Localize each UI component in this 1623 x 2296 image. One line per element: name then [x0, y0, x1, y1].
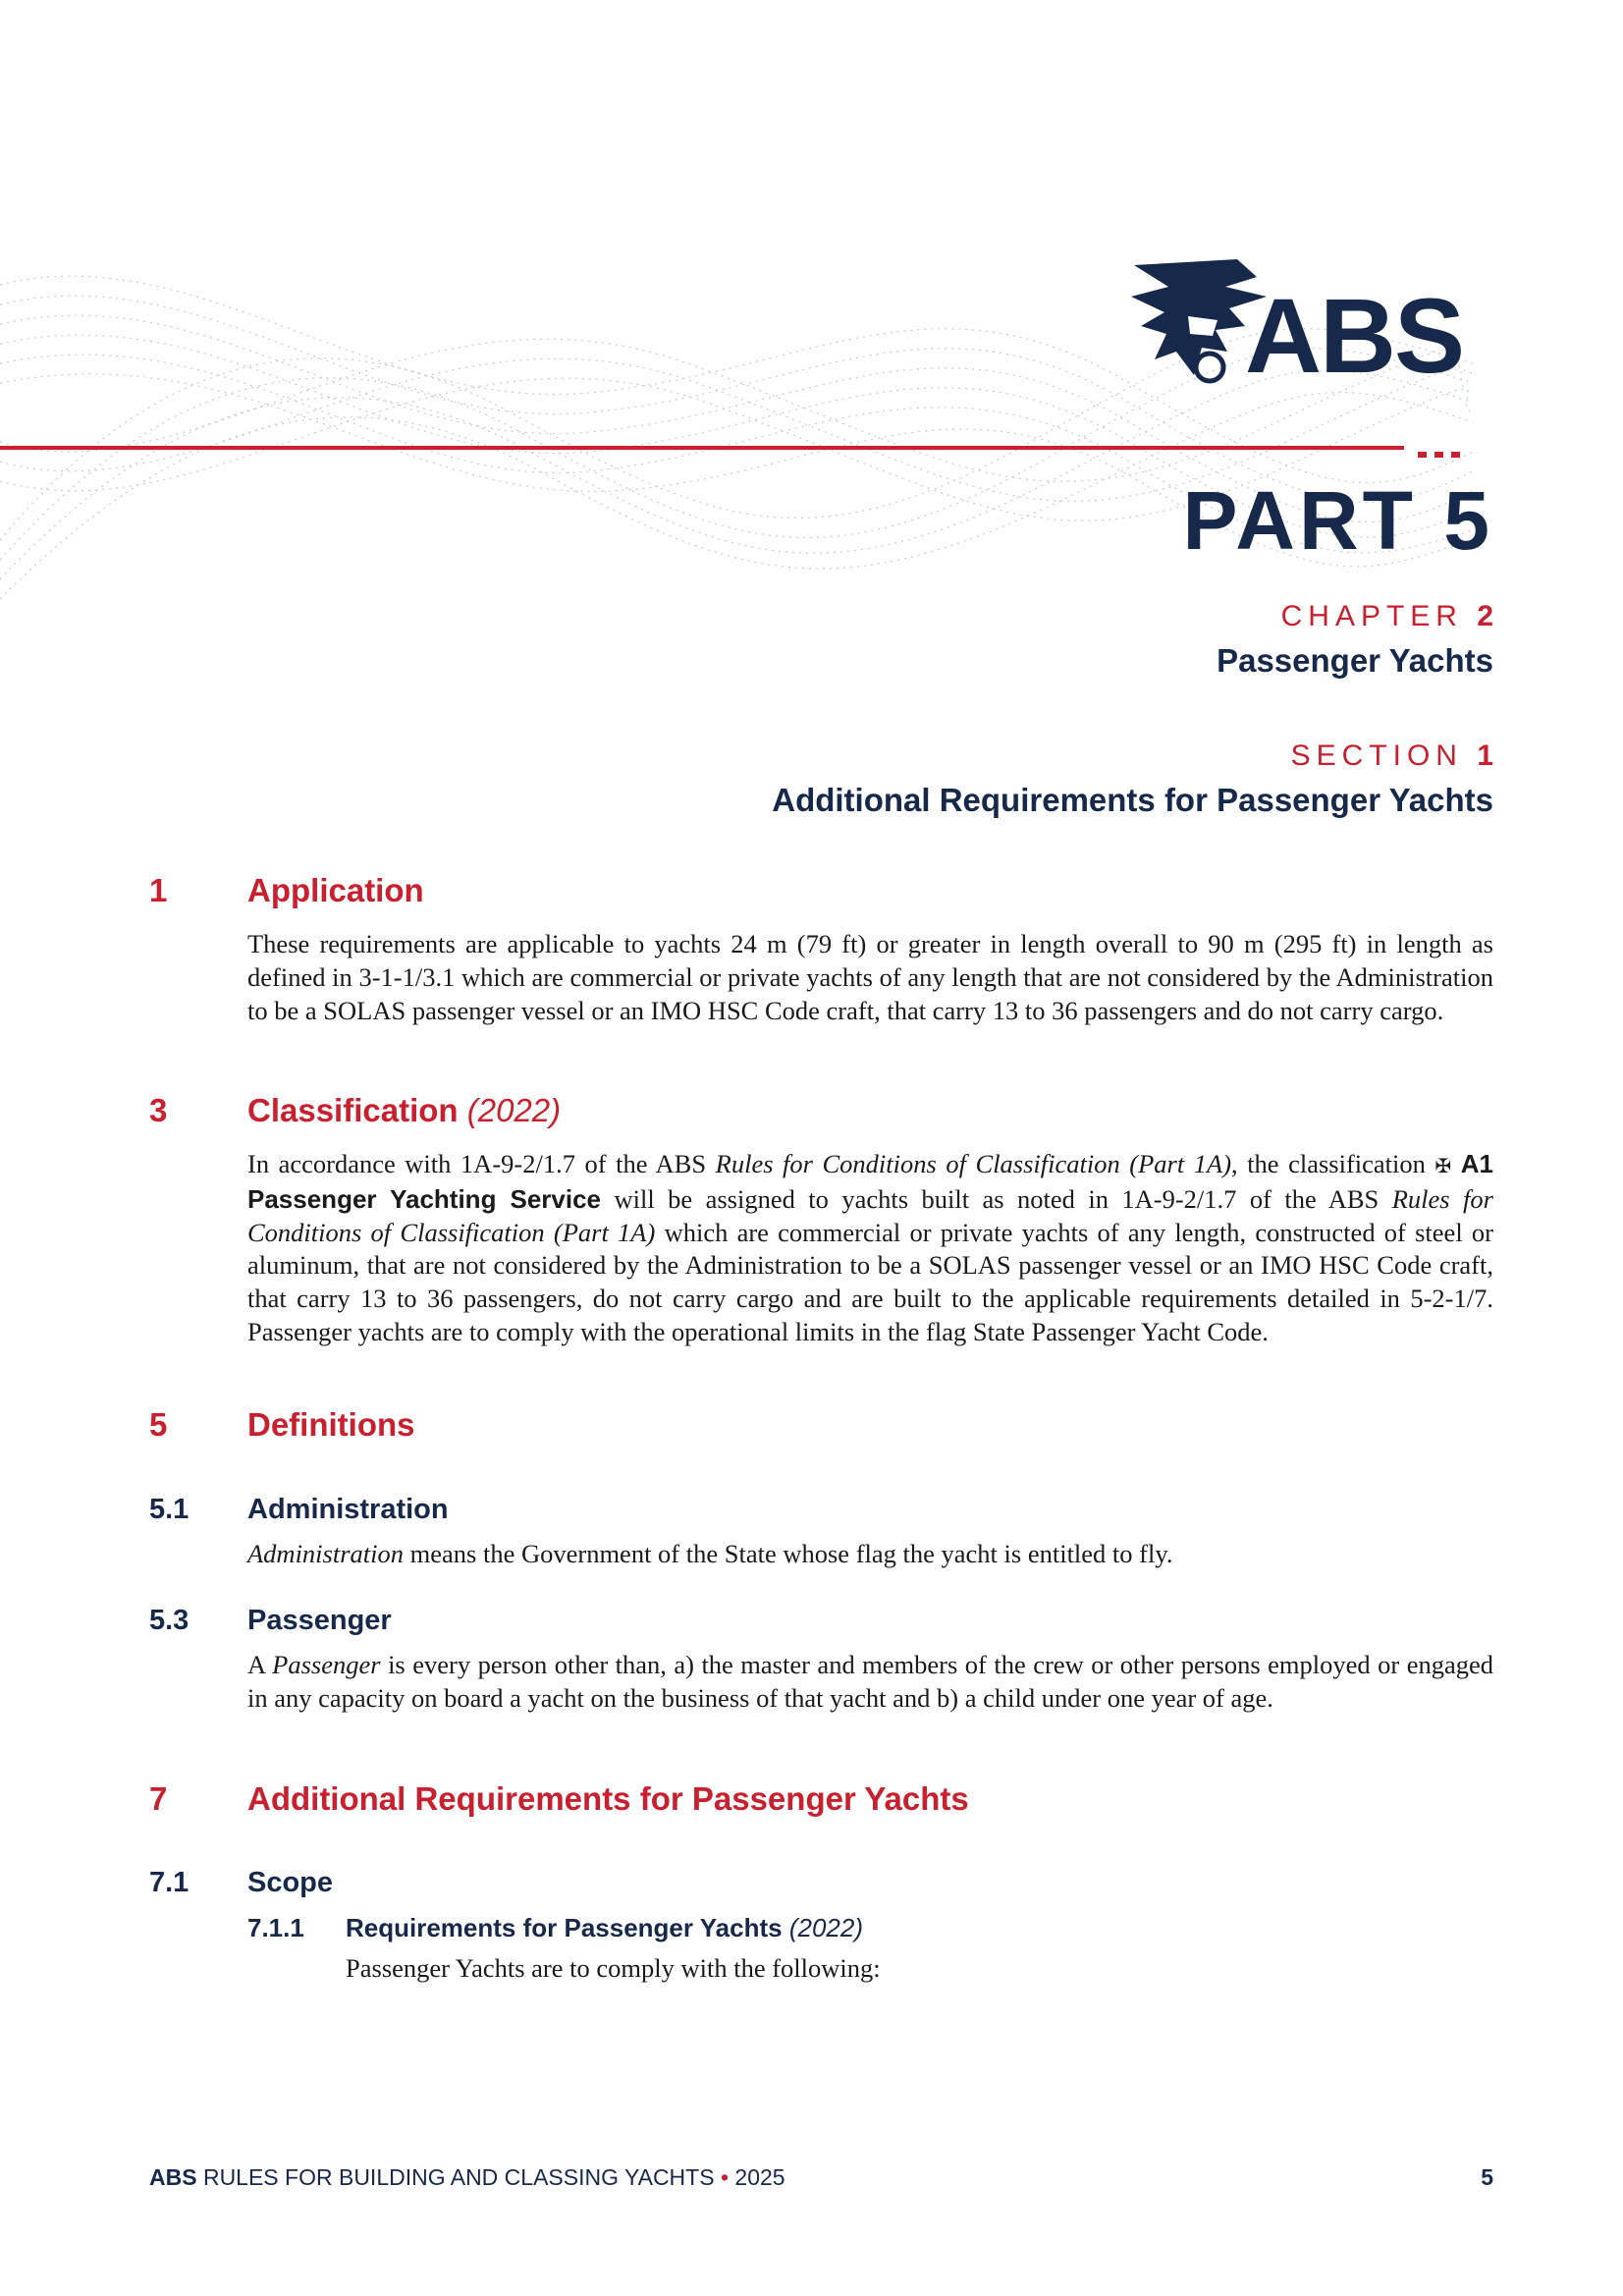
part-title: PART 5 — [1182, 474, 1493, 567]
header-rule-dots — [1418, 445, 1473, 451]
class-notation: A1 Passenger Yachting Service — [247, 1149, 1494, 1214]
header-rule — [0, 446, 1404, 450]
administration-paragraph: Administration means the Government of the State whose flag the yacht is entitled to fly. — [247, 1539, 1173, 1568]
footer-title: ABS RULES FOR BUILDING AND CLASSING YACHTS • 2025 — [149, 2164, 785, 2190]
chapter-title: Passenger Yachts — [1217, 642, 1493, 679]
page-number: 5 — [1481, 2164, 1493, 2190]
chapter-label: CHAPTER 2 — [1280, 600, 1493, 632]
section-title: Additional Requirements for Passenger Yachts — [772, 782, 1493, 818]
classification-paragraph: In accordance with 1A-9-2/1.7 of the ABS Rules for Conditions of Classification (Part 1A), the classification ✠ A1 Passenger Yachting Service will be assigned to yachts built as noted in 1A-9-2/1.7 of the ABS Rules for Conditions of Classification (Part 1A) which are commercial or private yachts of any length, constructed of steel or aluminum, that are not considered by the Administration to be a SOLAS passenger vessel or an IMO HSC Code craft, that carry 13 to 36 passengers, do not carry cargo and are built to the applicable requirements detailed in 5-2-1/7. Passenger yachts are to comply with the operational limits in the flag State Passenger Yacht Code. — [247, 1149, 1494, 1346]
logo-wordmark: ABS — [1245, 276, 1464, 395]
passenger-paragraph: A Passenger is every person other than, a) the master and members of the crew or other persons employed or engaged in any capacity on board a yacht on the business of that yacht and b) a child under one year of age. — [247, 1650, 1493, 1713]
maltese-cross-icon: ✠ — [1434, 1154, 1452, 1177]
scope-paragraph: Passenger Yachts are to comply with the following: — [346, 1953, 881, 1983]
section-label: SECTION 1 — [1290, 739, 1493, 772]
application-paragraph: These requirements are applicable to yachts 24 m (79 ft) or greater in length overall to 90 m (295 ft) in length as defined in 3-1-1/3.1 which are commercial or private yachts of any length that are not considered by the Administration to be a SOLAS passenger vessel or an IMO HSC Code craft, that carry 13 to 36 passengers and do not carry cargo. — [247, 929, 1493, 1025]
